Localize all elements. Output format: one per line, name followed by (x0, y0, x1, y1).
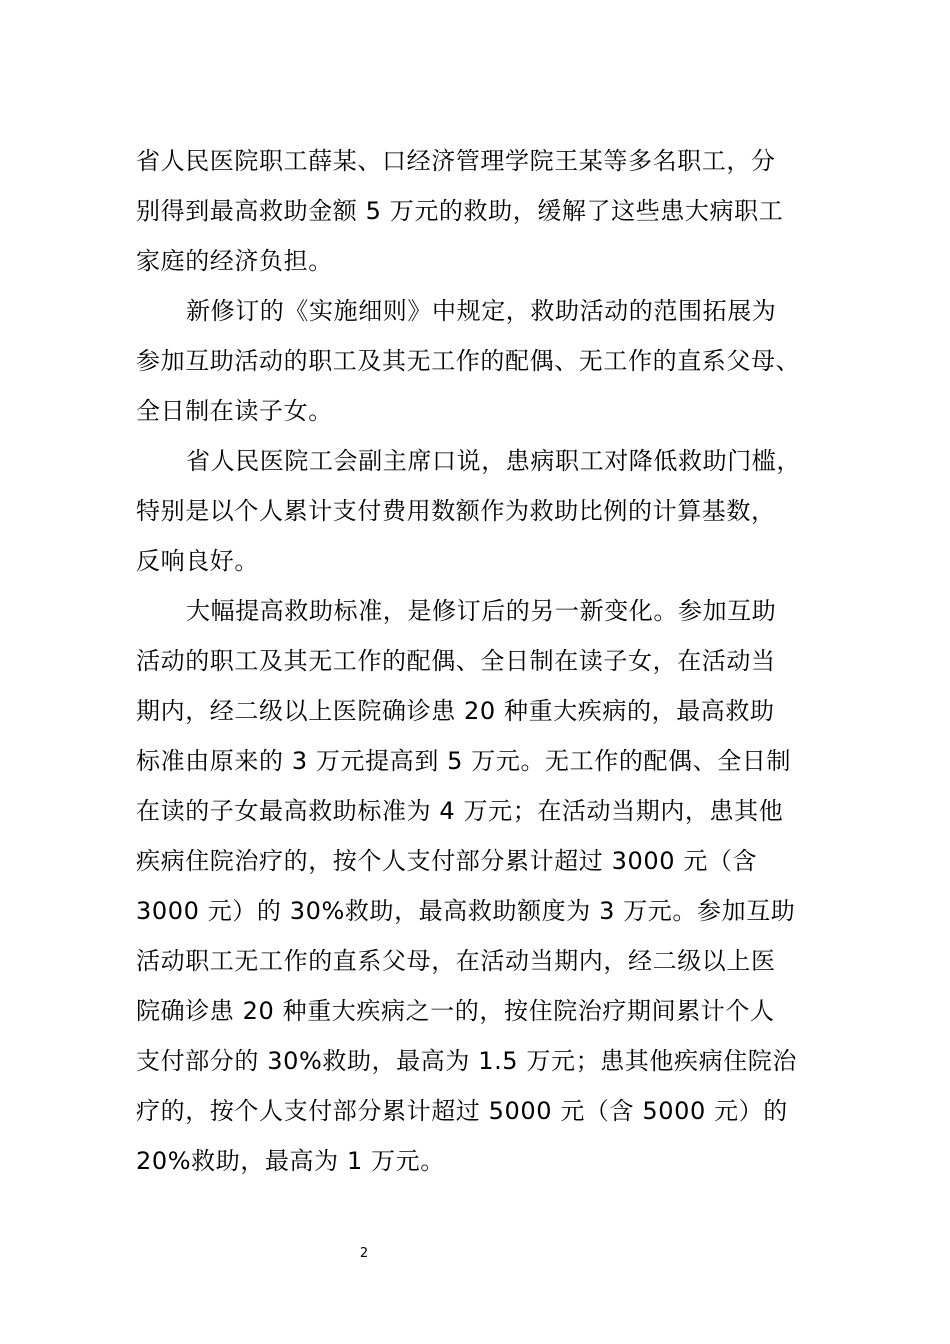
paragraph-first-line: 省人民医院工会副主席口说，患病职工对降低救助门槛， (186, 447, 801, 475)
text-line: 反响良好。 (136, 547, 259, 575)
text-line: 活动职工无工作的直系父母，在活动当期内，经二级以上医 (136, 947, 776, 975)
text-line: 院确诊患 20 种重大疾病之一的，按住院治疗期间累计个人 (136, 997, 775, 1025)
text-line: 标准由原来的 3 万元提高到 5 万元。无工作的配偶、全日制 (136, 747, 792, 775)
text-line: 期内，经二级以上医院确诊患 20 种重大疾病的，最高救助 (136, 697, 775, 725)
text-line: 20%救助，最高为 1 万元。 (136, 1147, 445, 1175)
text-line: 活动的职工及其无工作的配偶、全日制在读子女，在活动当 (136, 647, 776, 675)
text-line: 参加互助活动的职工及其无工作的配偶、无工作的直系父母、 (136, 347, 801, 375)
page-number: 2 (359, 1246, 369, 1261)
text-line: 疾病住院治疗的，按个人支付部分累计超过 3000 元（含 (136, 847, 758, 875)
text-line: 在读的子女最高救助标准为 4 万元；在活动当期内，患其他 (136, 797, 784, 825)
text-line: 别得到最高救助金额 5 万元的救助，缓解了这些患大病职工 (136, 197, 784, 225)
text-line: 疗的，按个人支付部分累计超过 5000 元（含 5000 元）的 (136, 1097, 788, 1125)
text-line: 支付部分的 30%救助，最高为 1.5 万元；患其他疾病住院治 (136, 1047, 797, 1075)
text-line: 家庭的经济负担。 (136, 247, 333, 275)
paragraph-first-line: 新修订的《实施细则》中规定，救助活动的范围拓展为 (186, 297, 777, 325)
text-line: 3000 元）的 30%救助，最高救助额度为 3 万元。参加互助 (136, 897, 796, 925)
paragraph-first-line: 大幅提高救助标准，是修订后的另一新变化。参加互助 (186, 597, 777, 625)
text-line: 省人民医院职工薛某、口经济管理学院王某等多名职工，分 (136, 147, 776, 175)
text-line: 全日制在读子女。 (136, 397, 333, 425)
text-line: 特别是以个人累计支付费用数额作为救助比例的计算基数， (136, 497, 776, 525)
